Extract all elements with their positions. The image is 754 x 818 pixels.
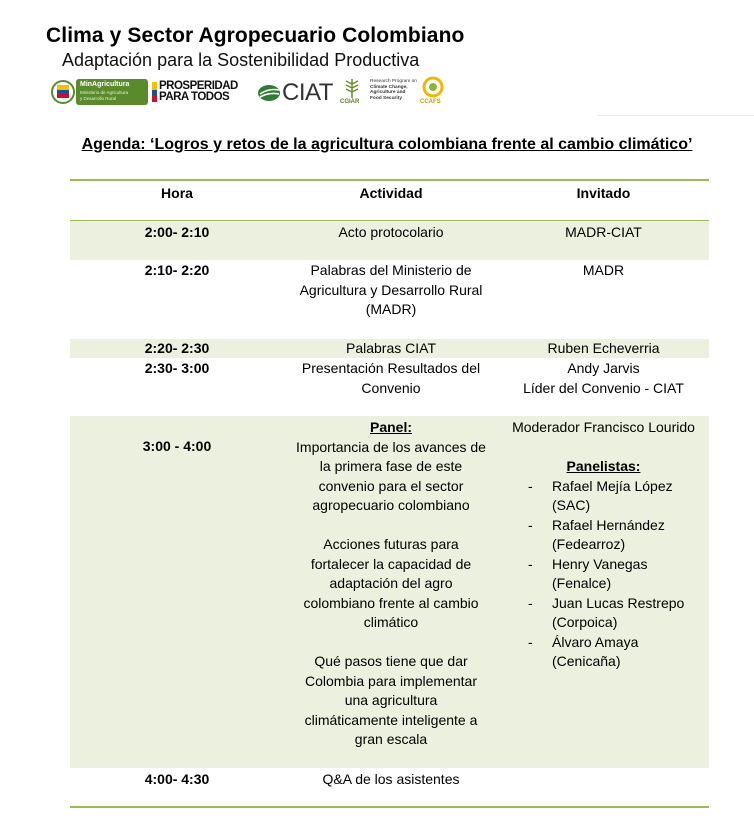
minagricultura-sub2: y Desarrollo Rural [80, 96, 117, 101]
column-header-hora: Hora [161, 185, 193, 201]
row-guest: Andy Jarvis Líder del Convenio - CIAT [523, 360, 684, 396]
table-row [70, 768, 709, 806]
prosperidad-logo [152, 76, 252, 108]
row-activity: Palabras CIAT [346, 340, 436, 356]
table-row [70, 221, 709, 260]
panel-moderator: Moderador Francisco Lourido [512, 419, 695, 435]
panel-time: 3:00 - 4:00 [142, 438, 212, 454]
ciat-leaf-icon [257, 76, 283, 108]
dash-bullet-icon: - [528, 594, 533, 611]
minagricultura-logo [50, 76, 150, 108]
minagricultura-name: MinAgricultura [80, 81, 130, 88]
panel-row [70, 416, 709, 768]
document-header [0, 0, 754, 118]
cgiar-wordmark: CGIAR [340, 99, 360, 105]
row-time: 2:00- 2:10 [144, 224, 210, 240]
row-time: 2:10- 2:20 [144, 262, 210, 278]
dash-bullet-icon: - [528, 516, 533, 533]
ccafs-logo [420, 76, 446, 108]
row-activity: Presentación Resultados del Convenio [301, 360, 481, 396]
header-divider [598, 115, 754, 116]
dash-bullet-icon: - [528, 633, 533, 650]
row-guest: Ruben Echeverria [547, 340, 660, 356]
row-activity: Q&A de los asistentes [322, 771, 460, 787]
panelist-item: - Juan Lucas Restrepo (Corpoica) [528, 594, 685, 630]
prosperidad-line2: PARA TODOS [159, 91, 230, 103]
column-header-actividad: Actividad [359, 185, 423, 201]
document-title: Clima y Sector Agropecuario Colombiano [46, 24, 465, 47]
prosperidad-line1: PROSPERIDAD [159, 80, 238, 92]
table-top-rule [70, 179, 709, 181]
dash-bullet-icon: - [528, 477, 533, 494]
ccafs-circle-icon [421, 76, 445, 100]
table-row [70, 358, 709, 416]
row-guest: MADR [582, 262, 625, 278]
table-row [70, 260, 709, 339]
panelist-item: - Rafael Mejía López (SAC) [528, 477, 673, 513]
row-time: 2:30- 3:00 [144, 360, 210, 376]
ccafs-program-text: Research Program on Climate Change, Agriculture and Food Security [370, 79, 417, 101]
row-activity: Palabras del Ministerio de Agricultura y Desarrollo Rural (MADR) [299, 262, 483, 317]
document-subtitle: Adaptación para la Sostenibilidad Productiva [62, 50, 420, 70]
minagricultura-sub1: Ministerio de Agricultura [80, 90, 129, 95]
panelist-item: - Álvaro Amaya (Cenicaña) [528, 633, 639, 669]
table-bottom-rule [70, 806, 709, 808]
partner-logos [50, 76, 450, 108]
panelists-heading: Panelistas: [566, 458, 641, 474]
row-time: 2:20- 2:30 [144, 340, 210, 356]
panel-heading: Panel: [369, 419, 412, 435]
row-time: 4:00- 4:30 [144, 771, 210, 787]
row-guest: MADR-CIAT [565, 224, 642, 240]
ciat-wordmark: CIAT [282, 79, 333, 106]
dash-bullet-icon: - [528, 555, 533, 572]
panelist-item: - Henry Vanegas (Fenalce) [528, 555, 648, 591]
agenda-title: Agenda: ‘Logros y retos de la agricultura colombiana frente al cambio climático’ [81, 136, 693, 153]
table-header-row [70, 182, 709, 220]
column-header-invitado: Invitado [576, 185, 631, 201]
panelist-item: - Rafael Hernández (Fedearroz) [528, 516, 665, 552]
ccafs-wordmark: CCAFS [420, 99, 441, 105]
cgiar-logo [340, 76, 364, 108]
row-activity: Acto protocolario [338, 224, 444, 240]
ciat-logo [257, 76, 337, 108]
panel-guests [498, 418, 709, 672]
panel-activity: Panel: Importancia de los avances de la primera fase de este convenio para el sector agropecuario colombiano Acciones futuras para fortalecer la capacidad de adaptación del agro colombiano frente al cambio climático Qué pasos tiene que dar Colombia para implementar una agricultura climáticamente inteligente a gran escala [284, 418, 498, 750]
cgiar-wheat-icon [340, 76, 364, 100]
table-row [70, 339, 709, 358]
